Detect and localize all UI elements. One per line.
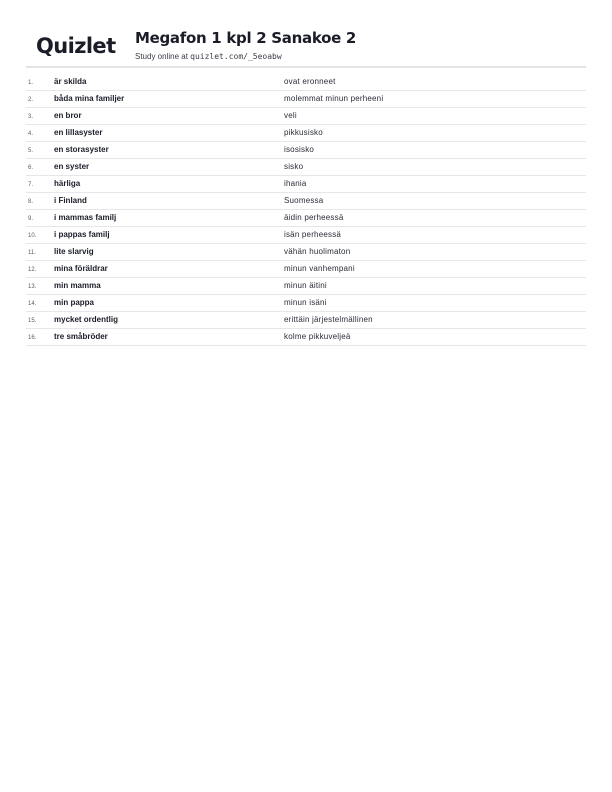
definition-text: Suomessa (284, 196, 324, 205)
study-link[interactable]: quizlet.com/_5eoabw (190, 52, 282, 61)
term-number: 6. (28, 165, 34, 171)
term-text: i mammas familj (54, 213, 117, 222)
term-text: en lillasyster (54, 128, 103, 137)
definition-text: ovat eronneet (284, 77, 336, 86)
term-number: 5. (28, 148, 34, 154)
term-text: lite slarvig (54, 247, 94, 256)
term-row (26, 108, 586, 125)
term-text: härliga (54, 179, 81, 188)
definition-text: vähän huolimaton (284, 247, 351, 256)
term-number: 13. (28, 284, 37, 290)
term-row (26, 227, 586, 244)
definition-text: erittäin järjestelmällinen (284, 315, 373, 324)
definition-text: veli (284, 111, 297, 120)
term-number: 14. (28, 301, 37, 307)
term-row (26, 312, 586, 329)
term-text: en bror (54, 111, 82, 120)
definition-text: kolme pikkuveljeä (284, 332, 351, 341)
term-row (26, 74, 586, 91)
definition-text: äidin perheessä (284, 213, 344, 222)
term-number: 11. (28, 250, 36, 256)
term-row (26, 142, 586, 159)
term-text: i Finland (54, 196, 87, 205)
term-text: är skilda (54, 77, 87, 86)
term-number: 1. (28, 80, 34, 86)
definition-text: minun vanhempani (284, 264, 355, 273)
term-text: mina föräldrar (54, 264, 108, 273)
term-text: en syster (54, 162, 90, 171)
term-number: 15. (28, 318, 37, 324)
definition-text: pikkusisko (284, 128, 323, 137)
term-row (26, 295, 586, 312)
term-number: 9. (28, 216, 34, 222)
term-row (26, 210, 586, 227)
term-text: mycket ordentlig (54, 315, 119, 324)
term-number: 12. (28, 267, 37, 273)
term-row (26, 278, 586, 295)
term-text: i pappas familj (54, 230, 110, 239)
subtitle-prefix: Study online at (135, 52, 191, 61)
term-text: en storasyster (54, 145, 109, 154)
term-text: båda mina familjer (54, 94, 125, 103)
term-number: 16. (28, 335, 37, 341)
term-text: min pappa (54, 298, 95, 307)
term-number: 10. (28, 233, 37, 239)
definition-text: minun äitini (284, 281, 327, 290)
page-title: Megafon 1 kpl 2 Sanakoe 2 (135, 29, 357, 47)
definition-text: sisko (284, 162, 304, 171)
term-number: 2. (28, 97, 34, 103)
term-text: min mamma (54, 281, 101, 290)
term-row (26, 176, 586, 193)
term-row (26, 244, 586, 261)
term-text: tre småbröder (54, 332, 108, 341)
term-row (26, 261, 586, 278)
term-row (26, 193, 586, 210)
term-list (26, 74, 586, 346)
header (26, 28, 586, 66)
subtitle (135, 51, 282, 63)
definition-text: minun isäni (284, 298, 327, 307)
term-row (26, 91, 586, 108)
header-divider (26, 66, 586, 68)
term-row (26, 329, 586, 346)
term-row (26, 159, 586, 176)
definition-text: ihania (284, 179, 307, 188)
term-number: 7. (28, 182, 34, 188)
definition-text: isän perheessä (284, 230, 342, 239)
term-number: 4. (28, 131, 34, 137)
term-row (26, 125, 586, 142)
definition-text: isosisko (284, 145, 315, 154)
term-number: 8. (28, 199, 34, 205)
definition-text: molemmat minun perheeni (284, 94, 384, 103)
term-number: 3. (28, 114, 34, 120)
quizlet-logo[interactable]: Quizlet (36, 34, 116, 58)
